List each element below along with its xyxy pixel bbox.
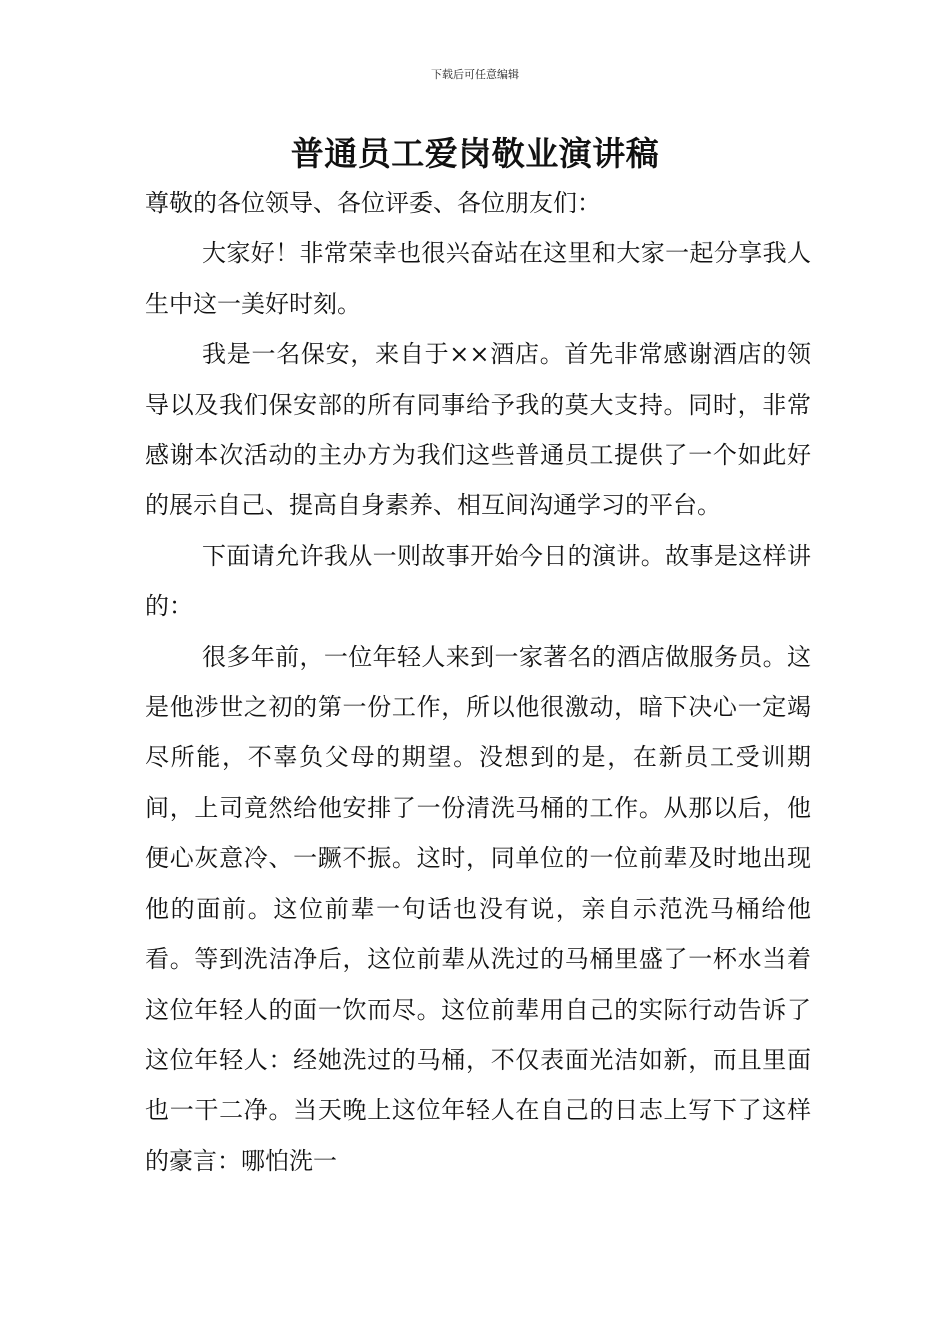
paragraph-greeting: 大家好！非常荣幸也很兴奋站在这里和大家一起分享我人生中这一美好时刻。 — [145, 239, 811, 318]
document-body — [145, 178, 811, 1186]
document-title: 普通员工爱岗敬业演讲稿 — [290, 134, 660, 173]
paragraph-story-intro: 下面请允许我从一则故事开始今日的演讲。故事是这样讲的： — [145, 541, 811, 621]
header-note: 下载后可任意编辑 — [431, 68, 519, 81]
paragraph-story: 很多年前，一位年轻人来到一家著名的酒店做服务员。这是他涉世之初的第一份工作，所以他很激动，暗下决心一定竭尽所能，不辜负父母的期望。没想到的是，在新员工受训期间，上司竟然给他安排了一份清洗马桶的工作。从那以后，他便心灰意冷、一蹶不振。这时，同单位的一位前辈及时地出现他的面前。这位前辈一句话也没有说，亲自示范洗马桶给他看。等到洗洁净后，这位前辈从洗过的马桶里盛了一杯水当着这位年轻人的面一饮而尽。这位前辈用自己的实际行动告诉了这位年轻人：经她洗过的马桶，不仅表面光洁如新，而且里面也一干二净。当天晚上这位年轻人在自己的日志上写下了这样的豪言：哪怕洗一 — [145, 642, 811, 1175]
salutation: 尊敬的各位领导、各位评委、各位朋友们： — [145, 189, 601, 217]
paragraph-introduction: 我是一名保安，来自于××酒店。首先非常感谢酒店的领导以及我们保安部的所有同事给予我的莫大支持。同时，非常感谢本次活动的主办方为我们这些普通员工提供了一个如此好的展示自己、提高自身素养、相互间沟通学习的平台。 — [145, 340, 811, 520]
